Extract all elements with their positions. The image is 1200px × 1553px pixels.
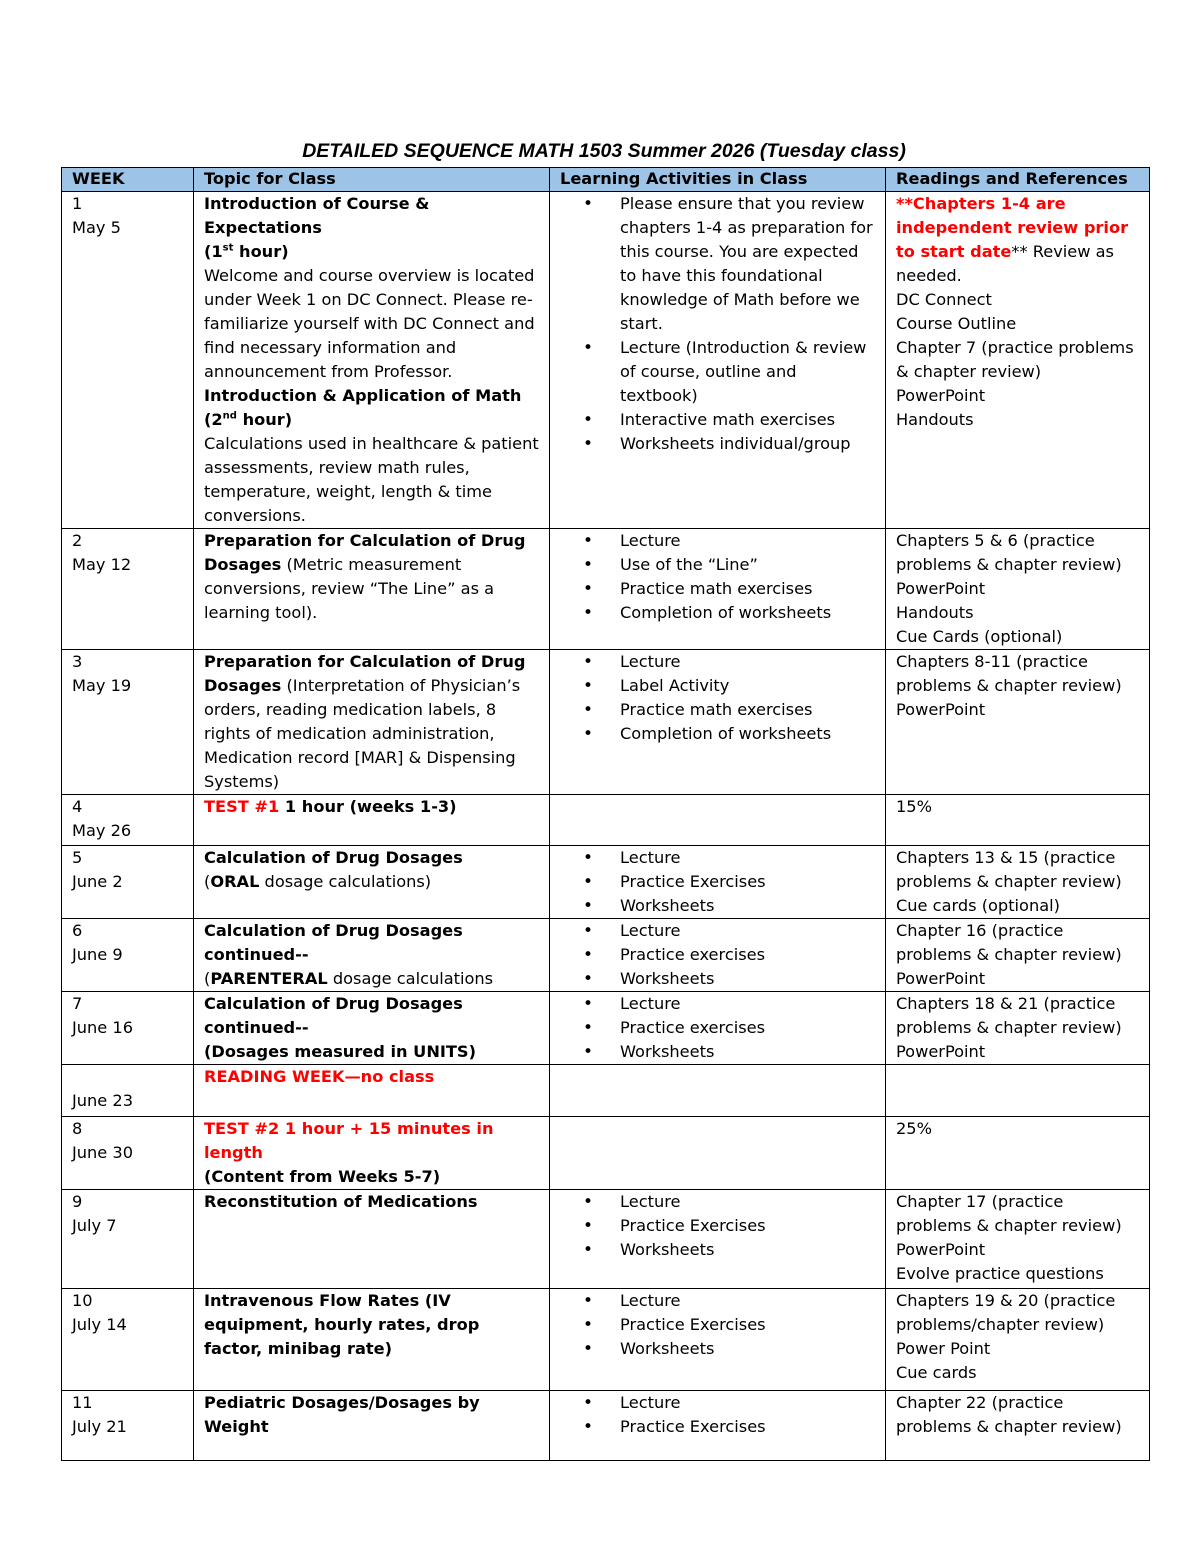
topic-text: ORAL — [210, 872, 260, 891]
topic-cell — [194, 1065, 550, 1117]
activity-item: • Lecture — [550, 650, 875, 674]
readings-cell — [886, 795, 1150, 846]
table-row — [62, 919, 1150, 992]
topic-text: TEST #1 — [204, 797, 280, 816]
reading-text: PowerPoint — [896, 386, 986, 405]
topic-line — [204, 1117, 539, 1165]
readings-cell — [886, 992, 1150, 1065]
activity-item: • Lecture — [550, 846, 875, 870]
week-cell — [62, 919, 194, 992]
activities-cell — [550, 1289, 886, 1391]
topic-line — [204, 384, 539, 432]
activities-list — [550, 529, 875, 625]
topic-cell — [194, 919, 550, 992]
week-number: 5 — [72, 848, 83, 867]
topic-text: Pediatric Dosages/Dosages by Weight — [204, 1393, 480, 1436]
reading-text: ** Review as needed. — [896, 242, 1114, 285]
activity-item: • Practice Exercises — [550, 1415, 875, 1439]
week-number: 10 — [72, 1291, 93, 1310]
activities-list — [550, 919, 875, 991]
topic-text: Preparation for Calculation of Drug Dosages — [204, 652, 526, 695]
header-row — [62, 168, 1150, 192]
table-row — [62, 1289, 1150, 1391]
topic-text: (Dosages measured in UNITS) — [204, 1042, 476, 1061]
topic-cell — [194, 529, 550, 650]
topic-text: Reconstitution of Medications — [204, 1192, 478, 1211]
activity-item: • Worksheets — [550, 1337, 875, 1361]
topic-text: dosage calculations — [327, 969, 494, 988]
topic-cell — [194, 992, 550, 1065]
table-row — [62, 1391, 1150, 1461]
week-date: June 2 — [72, 872, 123, 891]
topic-text: Calculations used in healthcare & patient assessments, review math rules, temperature, weight, length & time conversions. — [204, 434, 539, 525]
activity-item: • Practice math exercises — [550, 577, 875, 601]
topic-text: Preparation for Calculation of Drug Dosages — [204, 531, 526, 574]
activity-item: • Practice exercises — [550, 1016, 875, 1040]
topic-text: 1 hour (weeks 1-3) — [279, 797, 457, 816]
topic-line — [204, 967, 539, 991]
topic-line — [204, 1289, 539, 1361]
table-row — [62, 1190, 1150, 1289]
reading-text: DC Connect — [896, 290, 992, 309]
topic-line — [204, 529, 539, 625]
activities-list — [550, 1289, 875, 1361]
activity-item: • Practice Exercises — [550, 1214, 875, 1238]
week-cell — [62, 1190, 194, 1289]
topic-line — [204, 1040, 539, 1064]
activity-item: • Practice Exercises — [550, 1313, 875, 1337]
readings-cell — [886, 529, 1150, 650]
topic-text: Introduction & Application of Math (2 — [204, 386, 522, 429]
topic-text: hour) — [233, 242, 289, 261]
reading-item: Chapter 22 (practice problems & chapter review) — [896, 1393, 1122, 1436]
reading-item: Cue cards — [896, 1363, 977, 1382]
activity-item: • Lecture — [550, 919, 875, 943]
activity-item: • Practice exercises — [550, 943, 875, 967]
topic-line — [204, 846, 539, 870]
readings-cell — [886, 192, 1150, 529]
reading-item: PowerPoint — [896, 700, 986, 719]
topic-line — [204, 992, 539, 1040]
activities-list — [550, 992, 875, 1064]
activity-item: • Completion of worksheets — [550, 722, 875, 746]
table-row — [62, 846, 1150, 919]
reading-item — [896, 384, 1139, 408]
readings-cell — [886, 919, 1150, 992]
schedule-table — [61, 167, 1150, 1461]
week-date: July 21 — [72, 1417, 127, 1436]
topic-text: (Content from Weeks 5-7) — [204, 1167, 441, 1186]
week-number: 3 — [72, 652, 83, 671]
readings-cell — [886, 650, 1150, 795]
topic-text: ( — [204, 969, 211, 988]
topic-line — [204, 240, 539, 264]
reading-text: Handouts — [896, 410, 974, 429]
topic-superscript: st — [222, 242, 234, 254]
table-row — [62, 1117, 1150, 1190]
week-cell — [62, 650, 194, 795]
reading-item: Chapters 8-11 (practice problems & chapter review) — [896, 652, 1122, 695]
readings-cell — [886, 1289, 1150, 1391]
reading-text: Course Outline — [896, 314, 1017, 333]
reading-item: PowerPoint — [896, 969, 986, 988]
activities-cell — [550, 1190, 886, 1289]
readings-cell — [886, 1190, 1150, 1289]
week-cell — [62, 795, 194, 846]
table-row — [62, 992, 1150, 1065]
topic-line — [204, 919, 539, 967]
topic-text: PARENTERAL — [210, 969, 328, 988]
readings-cell — [886, 846, 1150, 919]
table-row — [62, 650, 1150, 795]
activities-cell — [550, 650, 886, 795]
table-row — [62, 1065, 1150, 1117]
activities-cell — [550, 795, 886, 846]
week-cell — [62, 1289, 194, 1391]
activities-cell — [550, 192, 886, 529]
topic-text: (1 — [204, 242, 223, 261]
topic-text: Intravenous Flow Rates (IV equipment, hourly rates, drop factor, minibag rate) — [204, 1291, 480, 1358]
activity-item: • Practice math exercises — [550, 698, 875, 722]
topic-text: Introduction of Course & Expectations — [204, 194, 430, 237]
activities-cell — [550, 1117, 886, 1190]
topic-cell — [194, 1289, 550, 1391]
activity-item: • Worksheets — [550, 1238, 875, 1262]
activities-cell — [550, 1391, 886, 1461]
activities-list — [550, 192, 875, 456]
topic-cell — [194, 795, 550, 846]
week-number — [72, 1065, 183, 1089]
activity-item: • Completion of worksheets — [550, 601, 875, 625]
reading-item: Handouts — [896, 603, 974, 622]
topic-text: READING WEEK—no class — [204, 1067, 435, 1086]
topic-line — [204, 192, 539, 240]
reading-item: Power Point — [896, 1339, 991, 1358]
table-row — [62, 795, 1150, 846]
topic-cell — [194, 1391, 550, 1461]
reading-item: PowerPoint — [896, 1240, 986, 1259]
reading-item: Chapters 18 & 21 (practice problems & chapter review) — [896, 994, 1122, 1037]
week-date: May 19 — [72, 676, 132, 695]
week-cell — [62, 846, 194, 919]
week-cell — [62, 1391, 194, 1461]
reading-item — [896, 312, 1139, 336]
week-number: 4 — [72, 797, 83, 816]
week-date: May 12 — [72, 555, 132, 574]
topic-cell — [194, 650, 550, 795]
week-cell — [62, 992, 194, 1065]
reading-text: Chapter 7 (practice problems & chapter review) — [896, 338, 1134, 381]
reading-item — [896, 192, 1139, 288]
week-cell — [62, 529, 194, 650]
topic-text: ( — [204, 872, 211, 891]
topic-line — [204, 870, 539, 894]
activity-item: • Lecture — [550, 529, 875, 553]
activities-list — [550, 1190, 875, 1262]
activity-item: • Please ensure that you review chapters 1-4 as preparation for this course. You are expected to have this foundational knowledge of Math before we start. — [550, 192, 875, 336]
readings-cell — [886, 1065, 1150, 1117]
week-number: 8 — [72, 1119, 83, 1138]
table-row — [62, 529, 1150, 650]
header-readings: Readings and References — [886, 168, 1150, 192]
topic-line — [204, 1391, 539, 1439]
activities-cell — [550, 919, 886, 992]
topic-line — [204, 432, 539, 528]
header-activities: Learning Activities in Class — [550, 168, 886, 192]
activity-item: • Use of the “Line” — [550, 553, 875, 577]
activity-item: • Worksheets — [550, 1040, 875, 1064]
reading-item — [896, 336, 1139, 384]
topic-text: hour) — [236, 410, 293, 429]
reading-item — [896, 408, 1139, 432]
reading-item: Chapters 13 & 15 (practice problems & chapter review) — [896, 848, 1122, 891]
reading-item: Cue Cards (optional) — [896, 627, 1063, 646]
activity-item: • Lecture — [550, 1190, 875, 1214]
week-date: May 5 — [72, 218, 121, 237]
reading-item: 25% — [896, 1119, 932, 1138]
topic-text: (Metric measurement conversions, review “The Line” as a learning tool). — [204, 555, 495, 622]
activity-item: • Interactive math exercises — [550, 408, 875, 432]
activity-item: • Worksheets individual/group — [550, 432, 875, 456]
week-number: 6 — [72, 921, 83, 940]
activities-cell — [550, 846, 886, 919]
topic-cell — [194, 846, 550, 919]
activity-item: • Practice Exercises — [550, 870, 875, 894]
topic-text: (Interpretation of Physician’s orders, reading medication labels, 8 rights of medication administration, Medication record [MAR] & Dispensing Systems) — [204, 676, 521, 791]
activity-item: • Lecture — [550, 1391, 875, 1415]
topic-cell — [194, 192, 550, 529]
reading-text: **Chapters 1-4 are independent review prior to start date — [896, 194, 1129, 261]
activity-item: • Lecture — [550, 1289, 875, 1313]
topic-line — [204, 650, 539, 794]
header-week: WEEK — [62, 168, 194, 192]
reading-item: Chapter 17 (practice problems & chapter review) — [896, 1192, 1122, 1235]
activities-cell — [550, 992, 886, 1065]
reading-item: Chapter 16 (practice problems & chapter review) — [896, 921, 1122, 964]
readings-cell — [886, 1117, 1150, 1190]
reading-item: Evolve practice questions — [896, 1264, 1104, 1283]
activity-item: • Lecture (Introduction & review of course, outline and textbook) — [550, 336, 875, 408]
topic-text: Welcome and course overview is located under Week 1 on DC Connect. Please re-familiarize yourself with DC Connect and find necessary information and announcement from Professor. — [204, 266, 535, 381]
topic-text: TEST #2 1 hour + 15 minutes in length — [204, 1119, 494, 1162]
week-date: July 14 — [72, 1315, 127, 1334]
reading-item: Cue cards (optional) — [896, 896, 1060, 915]
reading-item: Chapters 19 & 20 (practice problems/chapter review) — [896, 1291, 1116, 1334]
week-number: 7 — [72, 994, 83, 1013]
topic-line — [204, 1065, 539, 1089]
topic-text: Calculation of Drug Dosages — [204, 848, 463, 867]
reading-item: Chapters 5 & 6 (practice problems & chapter review) — [896, 531, 1122, 574]
activities-cell — [550, 529, 886, 650]
reading-item: PowerPoint — [896, 579, 986, 598]
week-cell — [62, 1065, 194, 1117]
activity-item: • Lecture — [550, 992, 875, 1016]
topic-line — [204, 795, 539, 819]
activities-list — [550, 650, 875, 746]
week-date: June 23 — [72, 1091, 133, 1110]
reading-item: 15% — [896, 797, 932, 816]
reading-item: PowerPoint — [896, 1042, 986, 1061]
activities-cell — [550, 1065, 886, 1117]
readings-cell — [886, 1391, 1150, 1461]
activities-list — [550, 846, 875, 918]
week-cell — [62, 192, 194, 529]
week-number: 11 — [72, 1393, 93, 1412]
activity-item: • Worksheets — [550, 894, 875, 918]
activities-list — [550, 1391, 875, 1439]
week-date: May 26 — [72, 821, 132, 840]
topic-cell — [194, 1117, 550, 1190]
topic-superscript: nd — [222, 410, 237, 422]
header-topic: Topic for Class — [194, 168, 550, 192]
topic-line — [204, 264, 539, 384]
topic-line — [204, 1190, 539, 1214]
topic-text: Calculation of Drug Dosages continued-- — [204, 994, 463, 1037]
week-number: 2 — [72, 531, 83, 550]
topic-text: dosage calculations) — [259, 872, 432, 891]
week-date: June 9 — [72, 945, 123, 964]
activity-item: • Worksheets — [550, 967, 875, 991]
document-title: DETAILED SEQUENCE MATH 1503 Summer 2026 (Tuesday class) — [302, 140, 906, 162]
reading-item — [896, 288, 1139, 312]
week-number: 9 — [72, 1192, 83, 1211]
topic-cell — [194, 1190, 550, 1289]
topic-line — [204, 1165, 539, 1189]
week-date: July 7 — [72, 1216, 117, 1235]
activity-item: • Label Activity — [550, 674, 875, 698]
week-date: June 16 — [72, 1018, 133, 1037]
week-date: June 30 — [72, 1143, 133, 1162]
week-cell — [62, 1117, 194, 1190]
topic-text: Calculation of Drug Dosages continued-- — [204, 921, 463, 964]
table-row — [62, 192, 1150, 529]
week-number: 1 — [72, 194, 83, 213]
